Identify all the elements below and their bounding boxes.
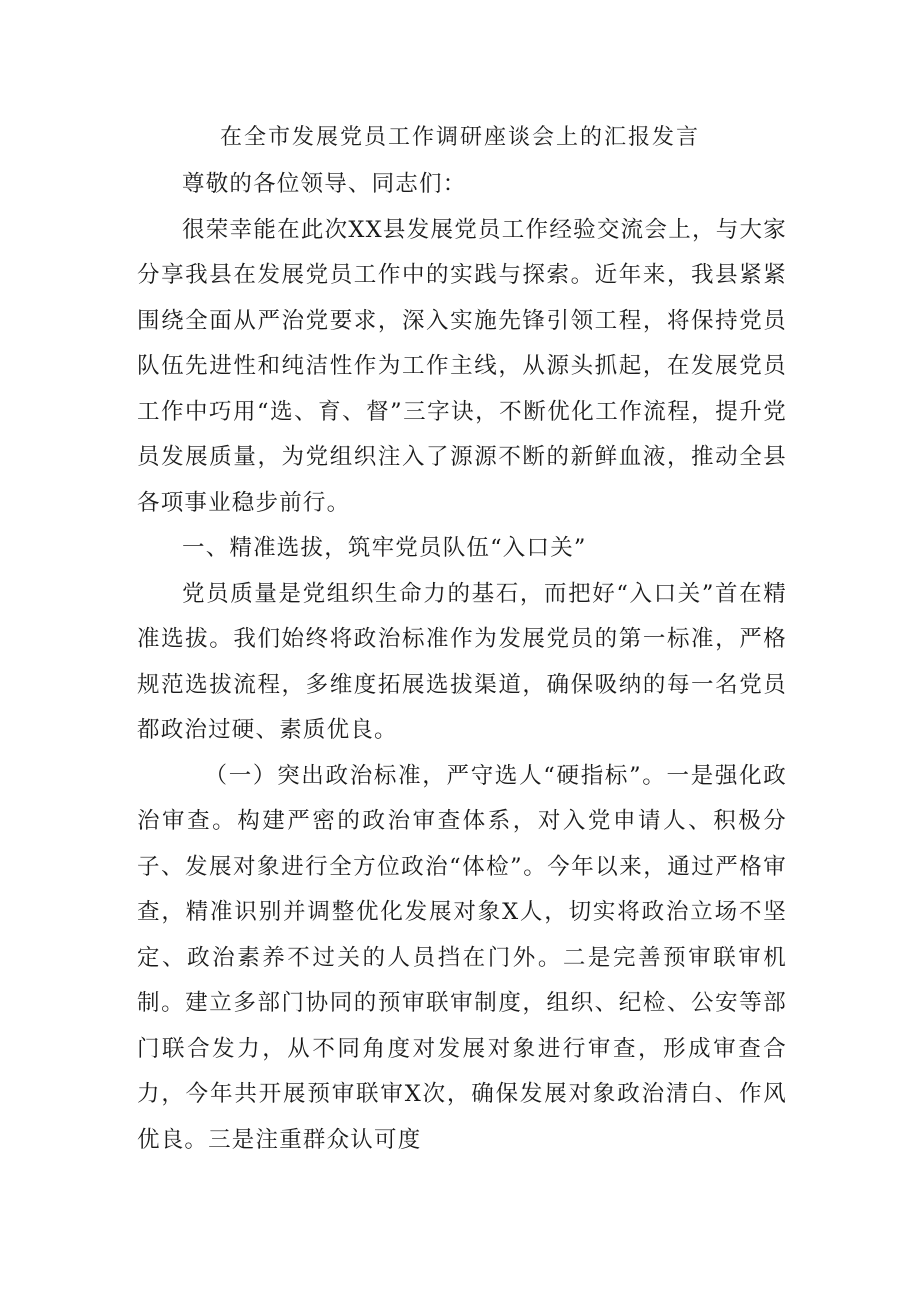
section-heading-1: 一、精准选拔，筑牢党员队伍“入口关” [182, 535, 587, 561]
intro-paragraph: 很荣幸能在此次XX县发展党员工作经验交流会上，与大家分享我县在发展党员工作中的实践与探索。近年来，我县紧紧围绕全面从严治党要求，深入实施先锋引领工程，将保持党员队伍先进性和纯洁性作为工作主线，从源头抓起，在发展党员工作中巧用“选、育、督”三字诀，不断优化工作流程，提升党员发展质量，为党组织注入了源源不断的新鲜血液，推动全县各项事业稳步前行。 [137, 216, 787, 516]
subsection-1-paragraph: （一）突出政治标准，严守选人“硬指标”。一是强化政治审查。构建严密的政治审查体系，对入党申请人、积极分子、发展对象进行全方位政治“体检”。今年以来，通过严格审查，精准识别并调整优化发展对象X人，切实将政治立场不坚定、政治素养不过关的人员挡在门外。二是完善预审联审机制。建立多部门协同的预审联审制度，组织、纪检、公安等部门联合发力，从不同角度对发展对象进行审查，形成审查合力，今年共开展预审联审X次，确保发展对象政治清白、作风优良。三是注重群众认可度 [137, 762, 787, 1153]
salutation: 尊敬的各位领导、同志们： [182, 171, 467, 197]
document-title: 在全市发展党员工作调研座谈会上的汇报发言 [219, 125, 700, 150]
document-body [137, 162, 787, 1163]
section-1-paragraph: 党员质量是党组织生命力的基石，而把好“入口关”首在精准选拔。我们始终将政治标准作为发展党员的第一标准，严格规范选拔流程，多维度拓展选拔渠道，确保吸纳的每一名党员都政治过硬、素质优良。 [137, 580, 787, 743]
